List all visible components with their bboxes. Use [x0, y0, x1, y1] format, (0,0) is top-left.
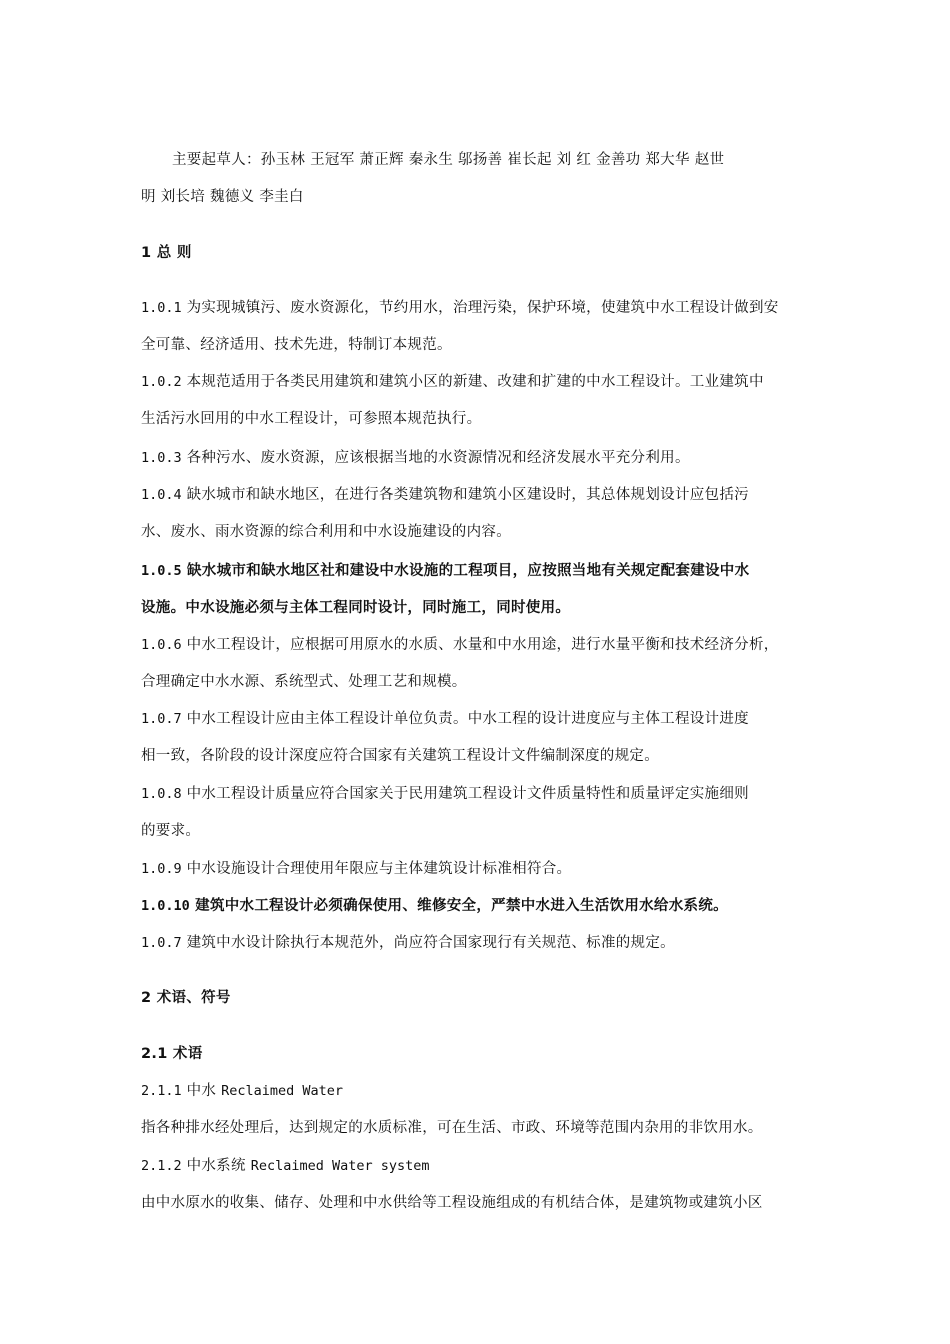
clause-1-0-7-final: 1.0.7 建筑中水设计除执行本规范外，尚应符合国家现行有关规范、标准的规定。 [141, 935, 675, 951]
clause-1-0-6-line-1: 1.0.6 中水工程设计，应根据可用原水的水质、水量和中水用途，进行水量平衡和技术经济分析， [141, 637, 779, 653]
clause-1-0-2-line-2: 生活污水回用的中水工程设计，可参照本规范执行。 [141, 411, 482, 427]
clause-1-0-6-line-2: 合理确定中水水源、系统型式、处理工艺和规模。 [141, 674, 467, 690]
clause-1-0-9: 1.0.9 中水设施设计合理使用年限应与主体建筑设计标准相符合。 [141, 861, 572, 877]
clause-1-0-7-line-2: 相一致，各阶段的设计深度应符合国家有关建筑工程设计文件编制深度的规定。 [141, 748, 659, 764]
chapter-1-heading: 1 总 则 [141, 245, 192, 261]
drafters-line-1: 主要起草人：孙玉林 王冠军 萧正辉 秦永生 邬扬善 崔长起 刘 红 金善功 郑大华 赵世 [172, 152, 725, 168]
clause-1-0-4-line-1: 1.0.4 缺水城市和缺水地区，在进行各类建筑物和建筑小区建设时，其总体规划设计应包括污 [141, 487, 749, 503]
clause-1-0-5-line-2: 设施。中水设施必须与主体工程同时设计，同时施工，同时使用。 [141, 600, 571, 616]
clause-1-0-7-line-1: 1.0.7 中水工程设计应由主体工程设计单位负责。中水工程的设计进度应与主体工程设计进度 [141, 711, 749, 727]
term-2-1-2-title: 2.1.2 中水系统 Reclaimed Water system [141, 1158, 430, 1174]
clause-1-0-1-line-1: 1.0.1 为实现城镇污、废水资源化，节约用水，治理污染，保护环境，使建筑中水工程设计做到安 [141, 300, 779, 316]
clause-1-0-8-line-2: 的要求。 [141, 823, 201, 839]
clause-1-0-1-line-2: 全可靠、经济适用、技术先进，特制订本规范。 [141, 337, 452, 353]
drafters-line-2: 明 刘长培 魏德义 李圭白 [141, 189, 304, 205]
clause-1-0-3: 1.0.3 各种污水、废水资源，应该根据当地的水资源情况和经济发展水平充分利用。 [141, 450, 690, 466]
clause-1-0-10: 1.0.10 建筑中水工程设计必须确保使用、维修安全，严禁中水进入生活饮用水给水系统。 [141, 898, 728, 914]
term-2-1-2-definition: 由中水原水的收集、储存、处理和中水供给等工程设施组成的有机结合体，是建筑物或建筑小区 [141, 1195, 763, 1211]
clause-1-0-4-line-2: 水、废水、雨水资源的综合利用和中水设施建设的内容。 [141, 524, 511, 540]
clause-1-0-5-line-1: 1.0.5 缺水城市和缺水地区社和建设中水设施的工程项目，应按照当地有关规定配套建设中水 [141, 563, 750, 579]
clause-1-0-2-line-1: 1.0.2 本规范适用于各类民用建筑和建筑小区的新建、改建和扩建的中水工程设计。工业建筑中 [141, 374, 764, 390]
term-2-1-1-title: 2.1.1 中水 Reclaimed Water [141, 1083, 344, 1099]
chapter-2-heading: 2 术语、符号 [141, 990, 231, 1006]
clause-1-0-8-line-1: 1.0.8 中水工程设计质量应符合国家关于民用建筑工程设计文件质量特性和质量评定实施细则 [141, 786, 749, 802]
section-2-1-heading: 2.1 术语 [141, 1046, 203, 1062]
term-2-1-1-definition: 指各种排水经处理后，达到规定的水质标准，可在生活、市政、环境等范围内杂用的非饮用水。 [141, 1120, 763, 1136]
